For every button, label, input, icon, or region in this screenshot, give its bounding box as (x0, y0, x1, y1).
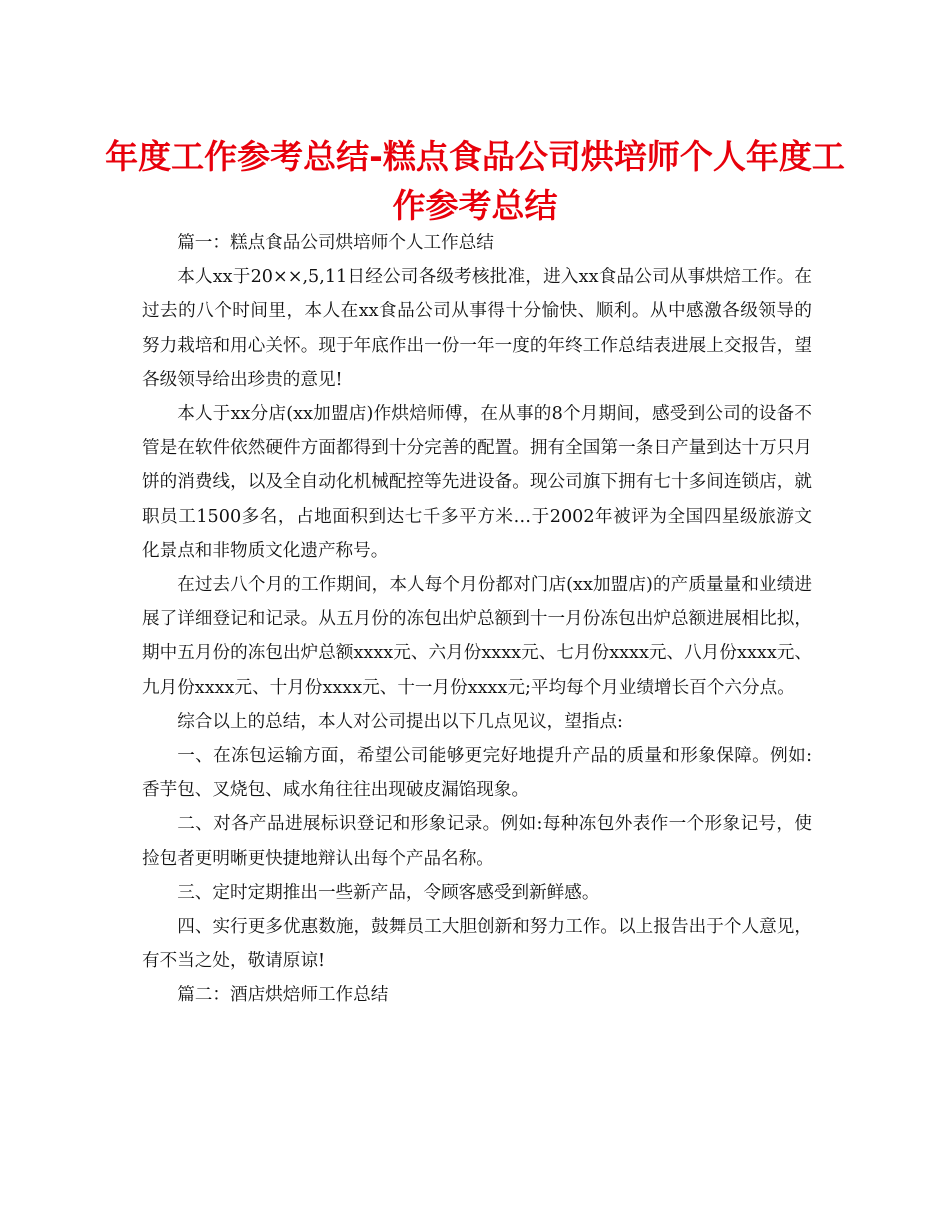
document-title: 年度工作参考总结-糕点食品公司烘培师个人年度工作参考总结 (105, 137, 845, 225)
section-heading-2: 篇二：酒店烘焙师工作总结 (177, 985, 389, 1006)
paragraph-company: 本人于xx分店(xx加盟店)作烘焙师傅，在从事的8个月期间，感受到公司的设备不管是在软件依然硬件方面都得到十分完善的配置。拥有全国第一条日产量到达十万只月饼的消费线，以及全自动化机械配控等先进设备。现公司旗下拥有七十多间连锁店，就职员工1500多名，占地面积到达七千多平方米…于2002年被评为全国四星级旅游文化景点和非物质文化遗产称号。 (142, 404, 812, 561)
suggestion-item-1: 一、在冻包运输方面，希望公司能够更完好地提升产品的质量和形象保障。例如:香芋包、叉烧包、咸水角往往出现破皮漏馅现象。 (142, 746, 812, 801)
suggestion-item-4: 四、实行更多优惠数施，鼓舞员工大胆创新和努力工作。以上报告出于个人意见，有不当之处，敬请原谅! (142, 917, 812, 972)
paragraph-performance: 在过去八个月的工作期间，本人每个月份都对门店(xx加盟店)的产质量量和业绩进展了详细登记和记录。从五月份的冻包出炉总额到十一月份冻包出炉总额进展相比拟，期中五月份的冻包出炉总额xxxx元、六月份xxxx元、七月份xxxx元、八月份xxxx元、九月份xxxx元、十月份xxxx元、十一月份xxxx元;平均每个月业绩增长百个六分点。 (142, 575, 812, 698)
document-body (142, 226, 812, 1013)
paragraph-intro: 本人xx于20××,5,11日经公司各级考核批准，进入xx食品公司从事烘焙工作。在过去的八个时间里，本人在xx食品公司从事得十分愉快、顺利。从中感激各级领导的努力栽培和用心关怀。现于年底作出一份一年一度的年终工作总结表进展上交报告，望各级领导给出珍贵的意见! (142, 267, 812, 390)
suggestion-item-2: 二、对各产品进展标识登记和形象记录。例如:每种冻包外表作一个形象记号，使捡包者更明晰更快捷地辩认出每个产品名称。 (142, 814, 812, 869)
suggestion-item-3: 三、定时定期推出一些新产品，令顾客感受到新鲜感。 (177, 882, 600, 903)
section-heading-1: 篇一：糕点食品公司烘培师个人工作总结 (177, 233, 494, 253)
paragraph-suggestions-intro: 综合以上的总结，本人对公司提出以下几点见议，望指点: (177, 711, 623, 732)
